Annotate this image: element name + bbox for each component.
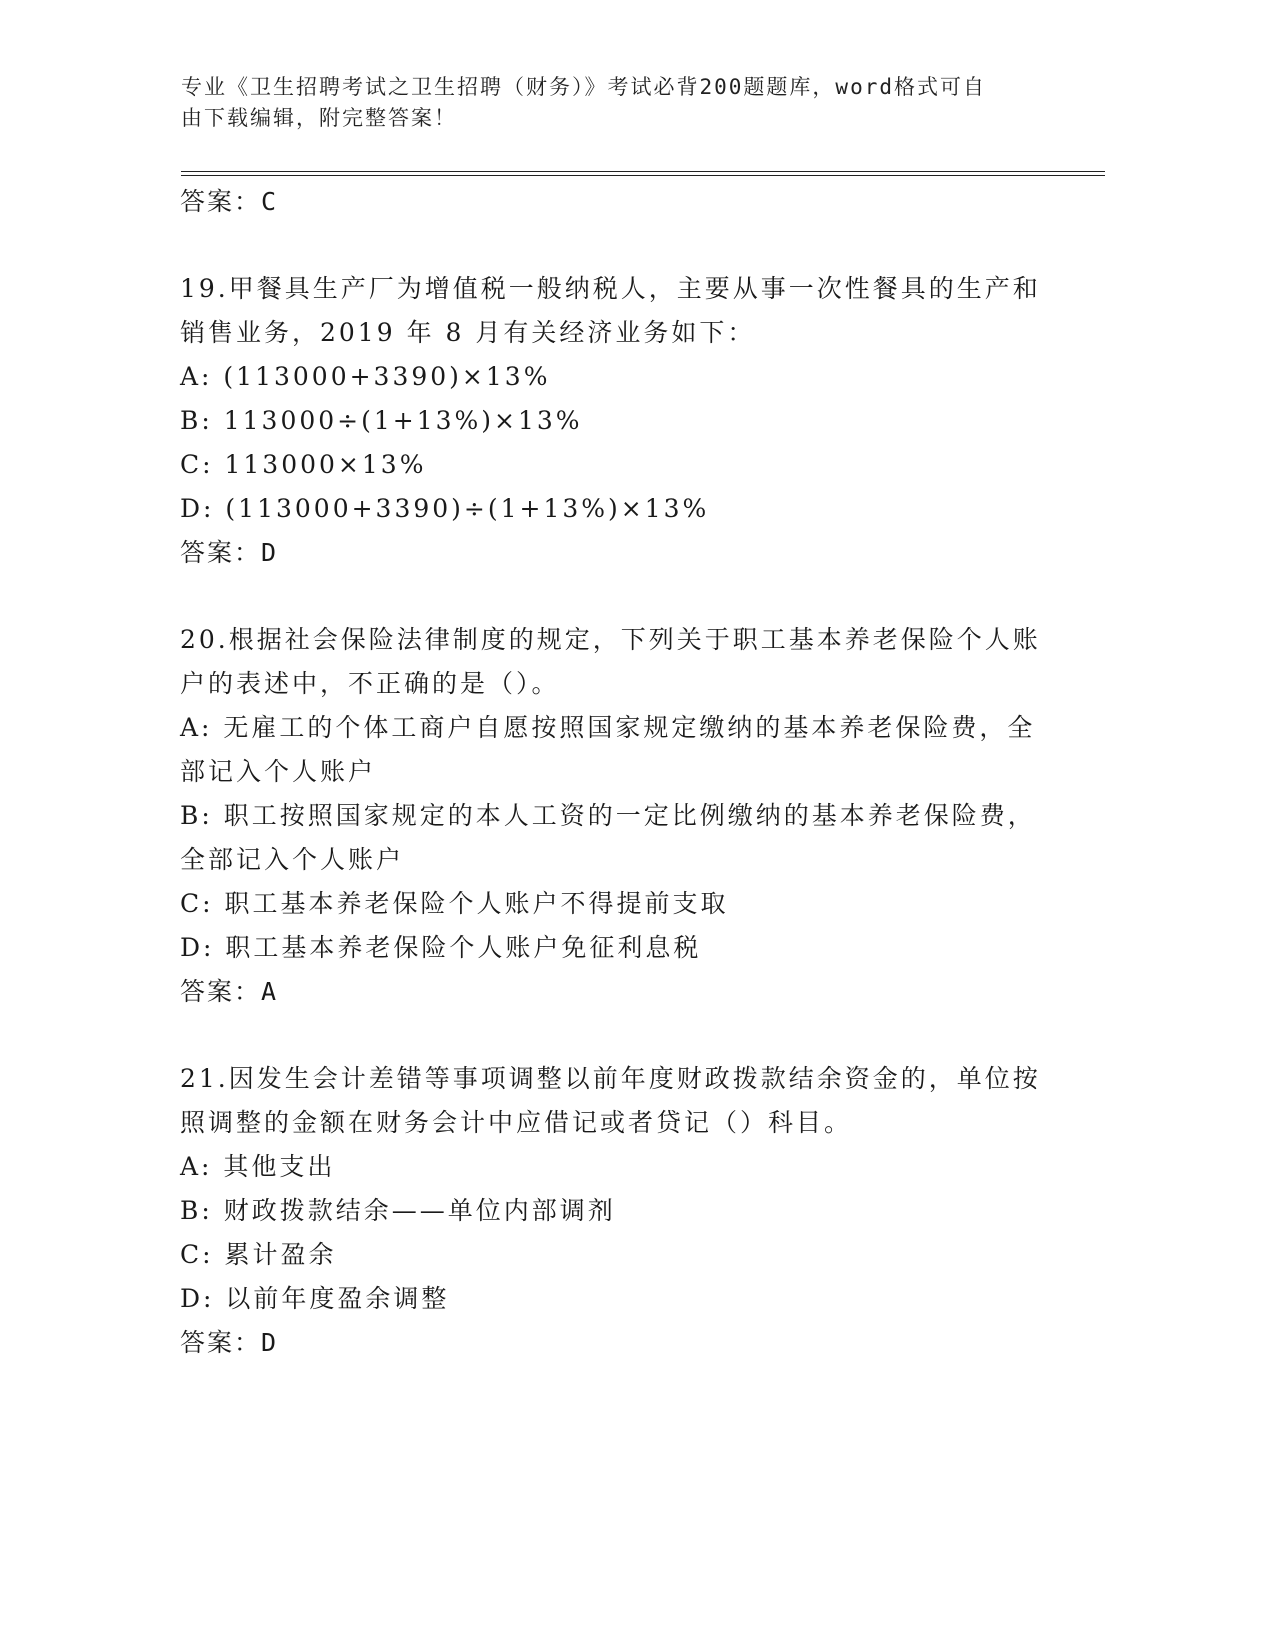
option-a: A: 其他支出	[180, 1152, 336, 1181]
header-line-1: 专业《卫生招聘考试之卫生招聘（财务）》考试必背200题题库，word格式可自	[181, 75, 986, 99]
option-d: D: 以前年度盈余调整	[180, 1284, 450, 1313]
question-21	[180, 1057, 1040, 1365]
answer-line: 答案：D	[180, 538, 279, 567]
option-c: C: 113000×13%	[180, 450, 427, 479]
option-b: B: 113000÷(1+13%)×13%	[180, 406, 583, 435]
option-a-continued: 部记入个人账户	[180, 757, 377, 786]
answer-line: 答案：D	[180, 1328, 279, 1357]
answer-line-18: 答案：C	[180, 187, 279, 216]
option-c: C: 累计盈余	[180, 1240, 337, 1269]
option-c: C: 职工基本养老保险个人账户不得提前支取	[180, 889, 729, 918]
header-rule-top	[181, 171, 1105, 172]
question-stem-line: 销售业务，2019 年 8 月有关经济业务如下：	[180, 318, 756, 347]
question-stem-line: 照调整的金额在财务会计中应借记或者贷记（）科目。	[180, 1108, 853, 1137]
header-rule-bottom	[181, 175, 1105, 176]
question-list	[180, 180, 1040, 1365]
option-b: B: 职工按照国家规定的本人工资的一定比例缴纳的基本养老保险费，	[180, 801, 1036, 830]
page-header	[181, 72, 1041, 134]
option-b: B: 财政拨款结余——单位内部调剂	[180, 1196, 616, 1225]
question-20	[180, 618, 1040, 1014]
answer-line: 答案：A	[180, 977, 279, 1006]
option-d: D: 职工基本养老保险个人账户免征利息税	[180, 933, 702, 962]
header-line-2: 由下载编辑，附完整答案！	[181, 106, 457, 130]
option-b-continued: 全部记入个人账户	[180, 845, 405, 874]
option-a: A: (113000+3390)×13%	[180, 362, 551, 391]
option-d: D: (113000+3390)÷(1+13%)×13%	[180, 494, 710, 523]
question-stem-line: 户的表述中，不正确的是（）。	[180, 669, 560, 698]
question-stem-line: 19.甲餐具生产厂为增值税一般纳税人，主要从事一次性餐具的生产和	[180, 274, 1041, 303]
question-stem-line: 20.根据社会保险法律制度的规定，下列关于职工基本养老保险个人账	[180, 625, 1041, 654]
question-19	[180, 267, 1040, 575]
option-a: A: 无雇工的个体工商户自愿按照国家规定缴纳的基本养老保险费，全	[180, 713, 1036, 742]
question-stem-line: 21.因发生会计差错等事项调整以前年度财政拨款结余资金的，单位按	[180, 1064, 1041, 1093]
